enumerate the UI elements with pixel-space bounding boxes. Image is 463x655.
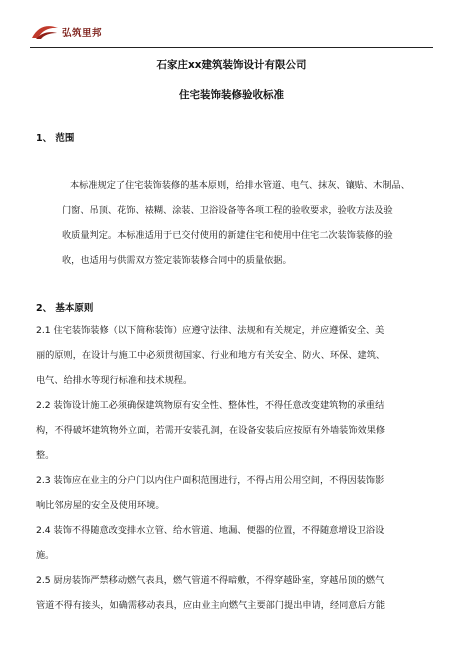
paragraph-line: 施。 <box>36 550 55 561</box>
document-subtitle: 住宅装饰装修验收标准 <box>179 89 284 101</box>
paragraph-line: 响比邻房屋的安全及使用环境。 <box>36 500 165 511</box>
logo-text: 弘筑里邦 <box>62 28 103 39</box>
document-title: 石家庄xx建筑装饰设计有限公司 <box>156 59 307 71</box>
company-logo <box>30 22 102 42</box>
page-header <box>30 22 433 48</box>
section-heading-principles: 2、 基本原则 <box>36 303 94 314</box>
header-divider <box>30 47 433 48</box>
paragraph-line: 2.3 装饰应在业主的分户门以内住户面积范围进行，不得占用公用空间，不得因装饰影 <box>36 475 385 486</box>
paragraph-line: 丽的原则，在设计与施工中必须贯彻国家、行业和地方有关安全、防火、环保、建筑、 <box>36 350 386 361</box>
paragraph-line: 构，不得破坏建筑物外立面，若需开安装孔洞，在设备安装后应按原有外墙装饰效果修 <box>36 425 386 436</box>
logo-swoosh-icon <box>30 22 60 42</box>
paragraph-line: 收质量判定。本标准适用于已交付使用的新建住宅和使用中住宅二次装饰装修的验 <box>62 230 393 241</box>
paragraph-line: 2.4 装饰不得随意改变排水立管、给水管道、地漏、便器的位置，不得随意增设卫浴设 <box>36 525 385 536</box>
section-scope-paragraph <box>62 173 410 273</box>
paragraph-line: 收，也适用与供需双方签定装饰装修合同中的质量依据。 <box>62 255 292 266</box>
paragraph-line: 2.2 装饰设计施工必须确保建筑物原有安全性、整体性，不得任意改变建筑物的承重结 <box>36 400 385 411</box>
paragraph-line: 整。 <box>36 450 55 461</box>
section-principles-paragraph <box>36 318 385 618</box>
paragraph-line: 本标准规定了住宅装饰装修的基本原则，给排水管道、电气、抹灰、镶贴、木制品、 <box>70 180 410 191</box>
paragraph-line: 电气、给排水等现行标准和技术规程。 <box>36 375 193 386</box>
paragraph-line: 管道不得有接头，如确需移动表具，应由业主向燃气主要部门提出申请，经同意后方能 <box>36 600 386 611</box>
paragraph-line: 2.1 住宅装饰装修（以下简称装饰）应遵守法律、法规和有关规定，并应遵循安全、美 <box>36 325 385 336</box>
section-heading-scope: 1、 范围 <box>36 133 75 144</box>
paragraph-line: 门窗、吊顶、花饰、裱糊、涂装、卫浴设备等各项工程的验收要求，验收方法及验 <box>62 205 393 216</box>
paragraph-line: 2.5 厨房装饰严禁移动燃气表具，燃气管道不得暗敷，不得穿越卧室，穿越吊顶的燃气 <box>36 575 385 586</box>
